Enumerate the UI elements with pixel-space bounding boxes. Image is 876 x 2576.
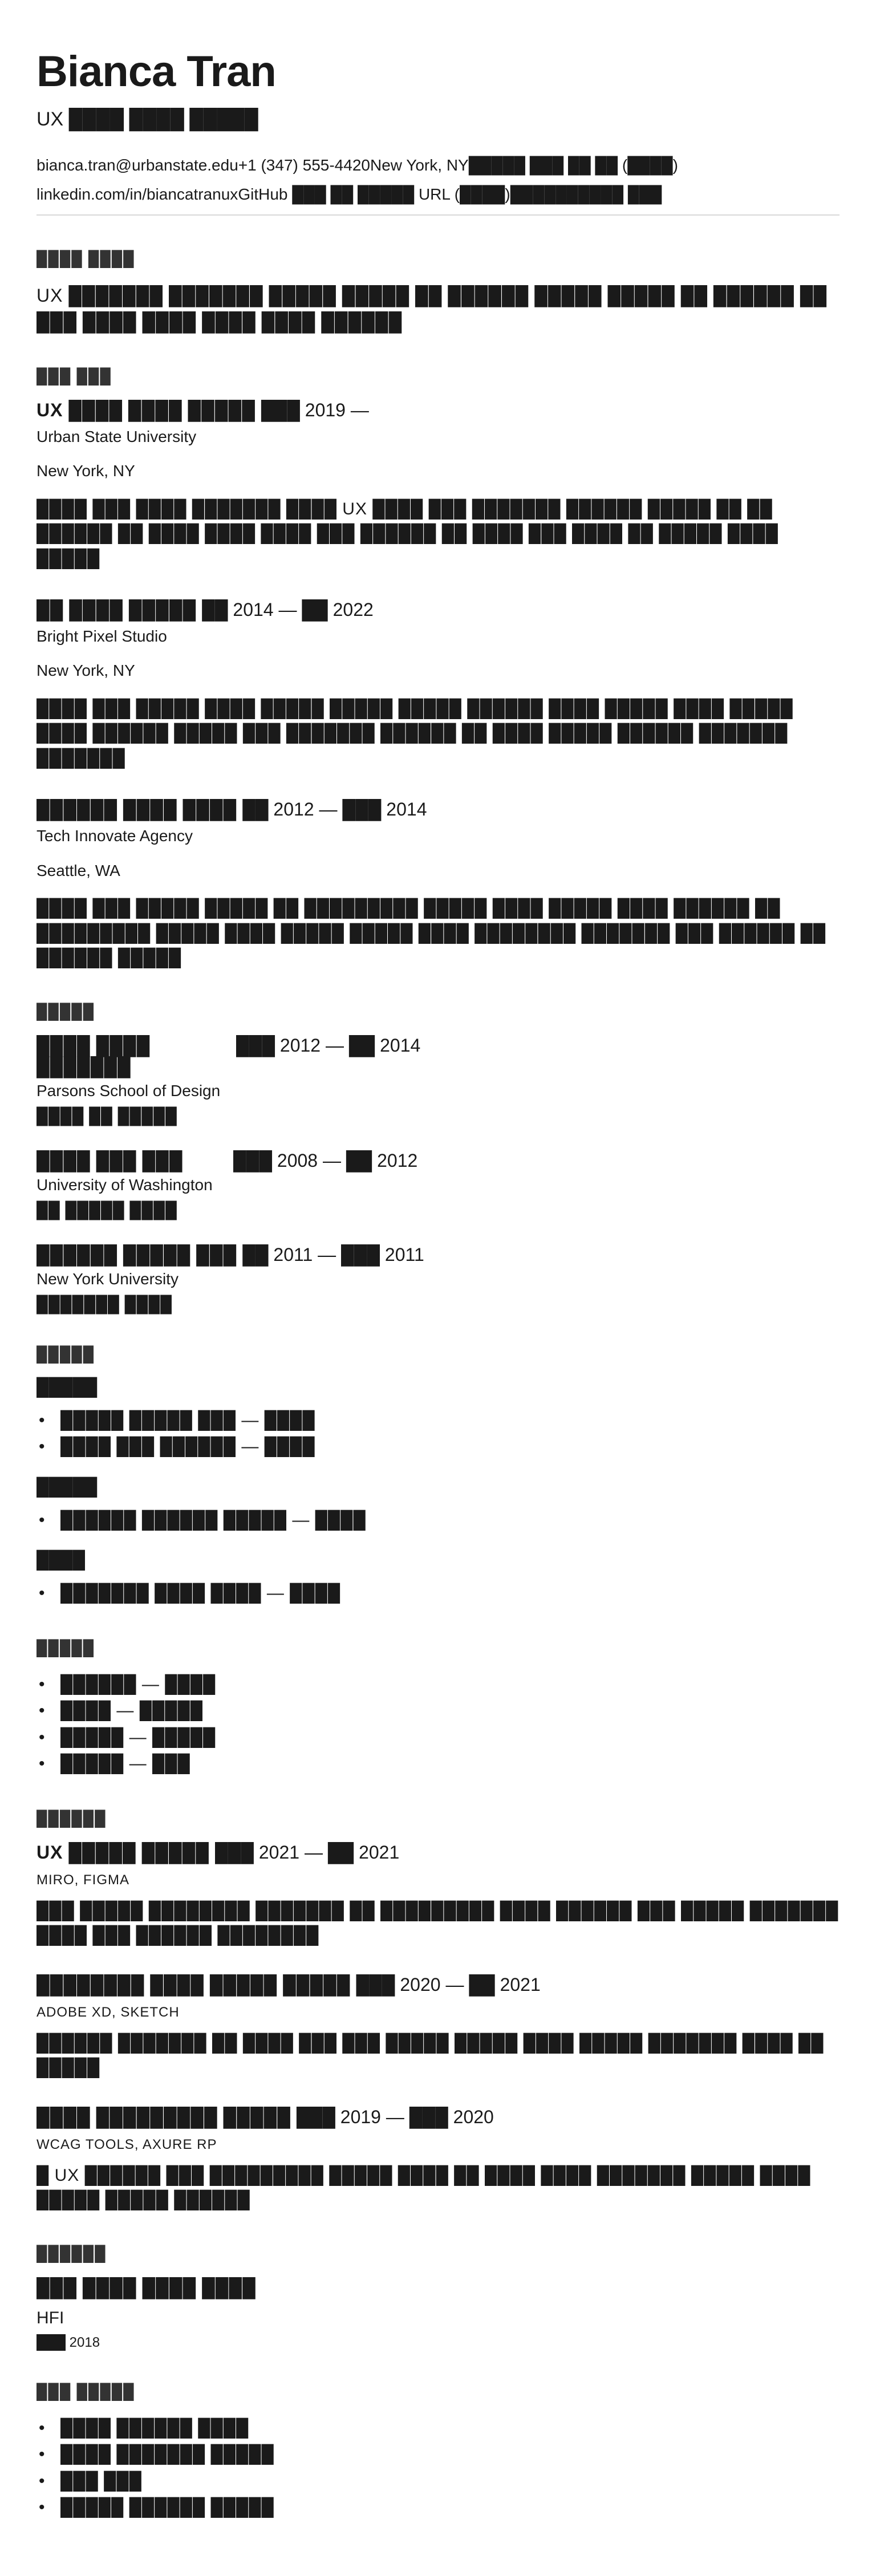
education-degree: ██ █████ ████ [36, 1200, 177, 1219]
language-item: • ███ ███ [36, 2468, 840, 2495]
certifications-section [36, 2245, 840, 2351]
award-group-title: █████ [36, 1377, 98, 1397]
project-description: ██████ ███████ ██ ████ ███ ███ █████ █████ ████ █████ ███████ ████ ██ █████ [36, 2033, 824, 2078]
project-description: ███ █████ ████████ ███████ ██ █████████ ████ ██████ ███ █████ ███████ ████ ███ ██████ ████████ [36, 1901, 839, 1945]
experience-entry [36, 799, 840, 970]
project-entry-head [36, 1974, 840, 1995]
project-title: ████ █████████ █████ [36, 2106, 291, 2127]
contact-linkedin[interactable]: linkedin.com/in/biancatranux [36, 185, 238, 204]
section-title-experience: ███ ███ [36, 367, 112, 384]
section-title-projects: ██████ [36, 1809, 107, 1827]
experience-entry-head [36, 599, 840, 620]
experience-dates: ███ 2019 — [261, 399, 369, 420]
experience-dates: ██ 2014 — ██ 2022 [202, 599, 374, 620]
education-entry [36, 1150, 840, 1219]
candidate-name: Bianca Tran [36, 47, 276, 96]
skills-section [36, 1639, 840, 1778]
experience-company: Tech Innovate Agency [36, 827, 193, 845]
education-dates: ███ 2012 — ██ 2014 [236, 1035, 421, 1056]
skill-item: • ██████ — ████ [36, 1672, 840, 1698]
projects-section [36, 1810, 840, 2213]
project-dates: ███ 2019 — ███ 2020 [296, 2106, 494, 2127]
education-section [36, 1003, 840, 1313]
experience-title: UX ████ ████ █████ [36, 399, 256, 420]
project-title: ████████ ████ █████ █████ [36, 1974, 351, 1995]
contact-location: New York, NY [370, 156, 469, 174]
project-title: UX █████ █████ [36, 1841, 209, 1863]
experience-entry [36, 599, 840, 770]
education-entry-head [36, 1035, 840, 1077]
award-group-title: █████ [36, 1477, 98, 1496]
experience-description: ████ ███ █████ █████ ██ █████████ █████ ████ █████ ████ ██████ ██ █████████ █████ ████ █████ █████ ████ ████████ ███████ ███ ██████ ██ ██████ █████ [36, 899, 826, 968]
awards-section [36, 1345, 840, 1607]
project-description: █ UX ██████ ███ █████████ █████ ████ ██ ████ ████ ███████ █████ ████ █████ █████ ██████ [36, 2165, 811, 2210]
experience-location: New York, NY [36, 662, 135, 680]
resume-header [36, 49, 840, 204]
experience-location: Seattle, WA [36, 861, 120, 879]
education-school: University of Washington [36, 1175, 213, 1194]
section-title-languages: ███ █████ [36, 2382, 135, 2400]
certification-issuer: HFI [36, 2308, 64, 2327]
experience-description: ████ ███ ████ ███████ ████ UX ████ ███ ███████ ██████ █████ ██ ██ ██████ ██ ████ ████ ████ ███ ██████ ██ ████ ███ ████ ██ █████ ████ █████ [36, 499, 778, 568]
education-degree: ███████ ████ [36, 1295, 172, 1313]
education-school: New York University [36, 1269, 179, 1288]
certification-date: ███ 2018 [36, 2334, 100, 2350]
education-entry [36, 1244, 840, 1313]
summary-text: UX ███████ ███████ █████ █████ ██ ██████ █████ █████ ██ ██████ ██ ███ ████ ████ ████ ████ ██████ [36, 285, 828, 332]
award-list [36, 1407, 840, 1461]
award-group [36, 1551, 840, 1607]
project-entry [36, 1842, 840, 1948]
education-entry-head [36, 1244, 840, 1265]
project-dates: ███ 2021 — ██ 2021 [214, 1841, 400, 1863]
award-item: • ███████ ████ ████ — ████ [36, 1580, 840, 1607]
skills-list [36, 1672, 840, 1778]
award-list [36, 1580, 840, 1607]
education-dates: ███ 2008 — ██ 2012 [233, 1150, 418, 1171]
education-entry [36, 1035, 840, 1125]
award-group [36, 1378, 840, 1461]
award-group-title: ████ [36, 1551, 86, 1570]
award-list [36, 1507, 840, 1534]
award-group [36, 1478, 840, 1534]
section-title-awards: █████ [36, 1345, 95, 1362]
education-title: ████ ████ ███████ [36, 1035, 151, 1077]
contact-line-secondary [36, 185, 840, 204]
project-tech: ADOBE XD, SKETCH [36, 2004, 180, 2020]
experience-company: Urban State University [36, 427, 197, 445]
education-degree: ████ ██ █████ [36, 1106, 177, 1125]
education-dates: ██ 2011 — ███ 2011 [242, 1244, 424, 1265]
experience-entry-head [36, 799, 840, 820]
contact-extra: ███ ██ █████ URL (████)██████████ ███ [287, 185, 662, 204]
language-item: • ████ ███████ █████ [36, 2441, 840, 2468]
experience-entry-head [36, 400, 840, 421]
award-item: • ████ ███ ██████ — ████ [36, 1434, 840, 1461]
section-title-certifications: ██████ [36, 2244, 107, 2262]
summary-section [36, 250, 840, 335]
experience-dates: ██ 2012 — ███ 2014 [242, 799, 427, 820]
project-entry-head [36, 2107, 840, 2128]
languages-list [36, 2415, 840, 2521]
project-dates: ███ 2020 — ██ 2021 [356, 1974, 541, 1995]
experience-location: New York, NY [36, 462, 135, 480]
education-title: ██████ █████ ███ [36, 1244, 237, 1265]
contact-note: █████ ███ ██ ██ (████) [468, 156, 678, 174]
header-divider [36, 214, 840, 216]
language-item: • ████ ██████ ████ [36, 2415, 840, 2442]
section-title-skills: █████ [36, 1638, 95, 1656]
language-item: • █████ ██████ █████ [36, 2494, 840, 2521]
education-school: Parsons School of Design [36, 1081, 221, 1100]
project-tech: WCAG TOOLS, AXURE RP [36, 2136, 217, 2152]
skill-item: • ████ — █████ [36, 1698, 840, 1725]
section-title-education: █████ [36, 1002, 95, 1020]
project-tech: MIRO, FIGMA [36, 1872, 129, 1888]
education-entry-head [36, 1150, 840, 1171]
contact-line-primary [36, 156, 840, 175]
experience-section [36, 367, 840, 971]
experience-entry [36, 400, 840, 571]
experience-title: ██████ ████ ████ [36, 799, 237, 820]
project-entry-head [36, 1842, 840, 1863]
award-item: • █████ █████ ███ — ████ [36, 1407, 840, 1434]
experience-company: Bright Pixel Studio [36, 627, 167, 646]
candidate-headline: UX ████ ████ █████ [36, 108, 258, 130]
experience-description: ████ ███ █████ ████ █████ █████ █████ ██████ ████ █████ ████ █████ ████ ██████ █████ ███ ███████ ██████ ██ ████ █████ ██████ ███████ ███████ [36, 699, 793, 768]
skill-item: • █████ — ███ [36, 1751, 840, 1778]
certification-title: ███ ████ ████ ████ [36, 2277, 256, 2298]
experience-title: ██ ████ █████ [36, 599, 197, 620]
section-title-summary: ████ ████ [36, 249, 135, 267]
award-item: • ██████ ██████ █████ — ████ [36, 1507, 840, 1534]
education-title: ████ ███ ███ [36, 1150, 183, 1171]
project-entry [36, 1974, 840, 2080]
contact-github[interactable]: GitHub [238, 185, 288, 204]
contact-email[interactable]: bianca.tran@urbanstate.edu [36, 156, 238, 174]
project-entry [36, 2107, 840, 2213]
languages-section [36, 2383, 840, 2521]
skill-item: • █████ — █████ [36, 1725, 840, 1751]
contact-phone[interactable]: +1 (347) 555-4420 [238, 156, 370, 174]
